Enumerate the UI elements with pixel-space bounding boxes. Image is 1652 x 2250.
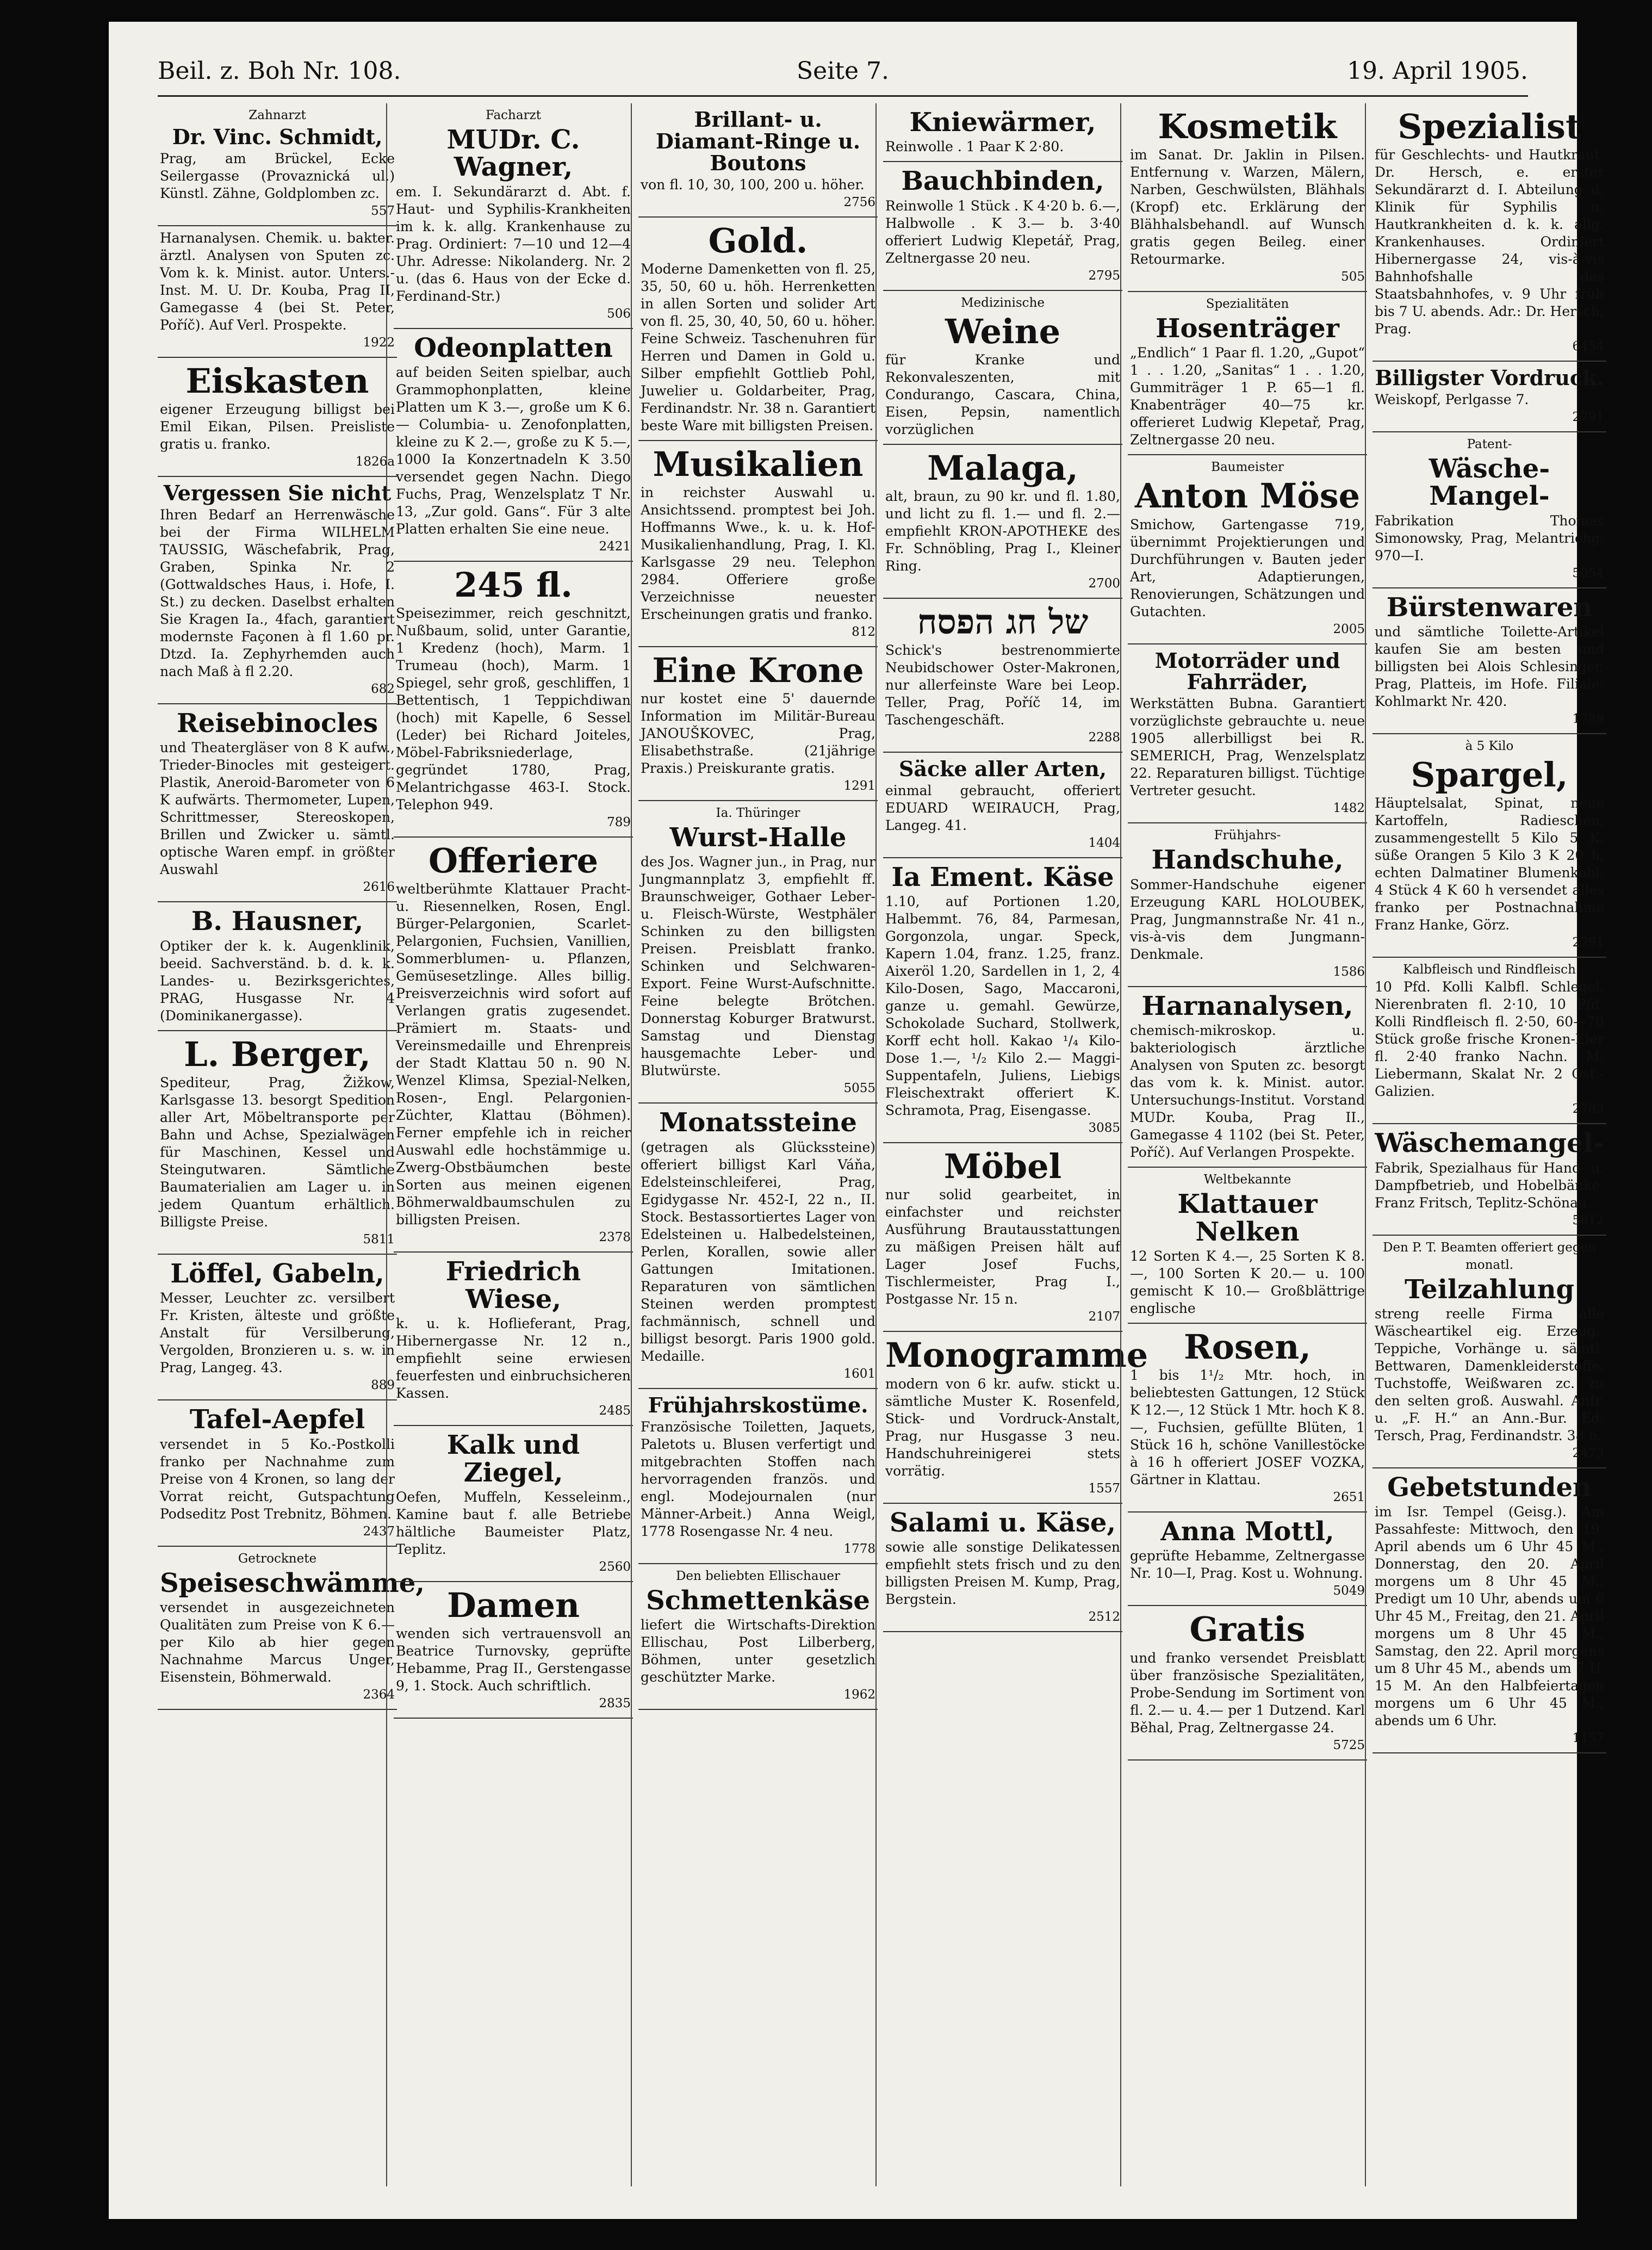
advertisement — [883, 103, 1122, 162]
column-1 — [158, 103, 425, 2186]
ad-text: Optiker der k. k. Augenklinik, beeid. Sachverständ. b. d. k. k. Landes- u. Bezirksgerichtes, PRAG, Husgasse Nr. 4 (Dominikanergasse). — [160, 938, 395, 1024]
ad-headline: Monatssteine — [659, 1107, 857, 1138]
ad-text: Prag, am Brückel, Ecke Seilergasse (Provaznická ul.) Künstl. Zähne, Goldplomben zc. — [160, 150, 395, 201]
ad-number: 5054 — [1572, 566, 1604, 580]
ad-number: 1291 — [843, 778, 875, 793]
column-5 — [1120, 103, 1367, 2186]
advertisement — [638, 1564, 878, 1710]
ad-headline: Kosmetik — [1158, 107, 1337, 146]
ad-text: versendet in ausgezeichneten Qualitäten zum Preise von K 6.— per Kilo ab hier gegen Nachnahme Marcus Unger, Eisenstein, Böhmerwald. — [160, 1599, 395, 1685]
ad-text: chemisch-mikroskop. u. bakteriologisch ärztliche Analysen von Sputen zc. besorgt das vom k. k. Minist. autor. Untersuchungs-Institut. Vorstand MUDr. Kouba, Prag II., Gamegasse 4 1102 (bei St. Peter, Poříč). Auf Verlangen Prospekte. — [1130, 1022, 1365, 1161]
ad-text: streng reelle Firma alle Wäscheartikel eig. Erzeug., Teppiche, Vorhänge u. sämtl. Bettwaren, Damenkleiderstoffe, Tuchstoffe, Weißwaren zc. zu den selten groß. Auswahl. Anfr. u. „F. H.“ an Ann.-Bur. Ed. Tersch, Prag, Ferdinandstr. 38 n. — [1375, 1306, 1604, 1444]
ad-text: Werkstätten Bubna. Garantiert vorzüglichste gebrauchte u. neue 1905 allerbilligst bei R. SEMERICH, Prag, Wenzelsplatz 22. Reparaturen billigst. Tüchtige Vertreter gesucht. — [1130, 696, 1365, 799]
ad-headline: Spezialist — [1398, 107, 1581, 146]
advertisement — [883, 162, 1122, 290]
ad-number: 789 — [607, 815, 631, 830]
ad-headline: Bauchbinden, — [901, 166, 1104, 197]
ad-headline: Vergessen Sie nicht — [163, 480, 392, 505]
advertisement — [883, 1332, 1148, 1503]
ad-headline: Säcke aller Arten, — [899, 757, 1107, 782]
ad-headline: Dr. Vinc. Schmidt, — [172, 125, 383, 149]
ad-headline: Handschuhe, — [1151, 845, 1344, 876]
ad-headline: Brillant- u. Diamant-Ringe u. Boutons — [655, 107, 861, 175]
ad-headline: Offeriere — [428, 841, 599, 881]
advertisement — [394, 562, 633, 838]
ad-headline: Damen — [446, 1585, 580, 1625]
ad-number: 1157 — [1572, 1731, 1604, 1746]
ad-headline: Eiskasten — [185, 361, 369, 401]
ad-text: Häuptelsalat, Spinat, neue Kartoffeln, Radieschen, zusammengestellt 5 Kilo 5 K, süße Orangen 5 Kilo 3 K 20 h, echten Dalmatiner Blumenkohl, 4 Stück 4 K 60 h versendet alles franko per Postnachnahme Franz Hanke, Görz. — [1375, 795, 1604, 933]
ad-headline: Speiseschwämme, — [160, 1567, 425, 1598]
ad-text: weltberühmte Klattauer Pracht- u. Riesennelken, Rosen, Engl. Bürger-Pelargonien, Scarlet-Pelargonien, Fuchsien, Vanillien, Sommerblumen- u. Pflanzen, Gemüsesetzlinge. Alles billig. Preisverzeichnis wird sofort auf Verlangen gratis zugesendet. Prämiert m. Staats- und Vereinsmedaille und Ehrenpreis der Stadt Klattau 50 n. 90 N. Wenzel Klimsa, Spezial-Nelken, Rosen-, Engl. Pelargonien-Züchter, Klattau (Böhmen). Ferner empfehle ich in reicher Auswahl edle hochstämmige u. Zwerg-Obstbäumchen beste Sorten aus meinen eigenen Böhmerwaldbaumschulen zu billigsten Preisen. — [396, 881, 631, 1228]
ad-headline: Musikalien — [653, 444, 864, 484]
ad-number: 682 — [371, 681, 395, 696]
ad-headline: Monogramme — [885, 1335, 1148, 1375]
page-number: Seite 7. — [797, 57, 889, 85]
advertisement — [158, 1547, 425, 1710]
ad-number: 2756 — [843, 195, 875, 209]
advertisement — [158, 477, 397, 704]
advertisement — [158, 358, 397, 477]
ad-text: sowie alle sonstige Delikatessen empfiehlt stets frisch und zu den billigsten Preisen M. Kump, Prag, Bergstein. — [885, 1539, 1120, 1607]
column-6 — [1365, 103, 1606, 2186]
ad-text: Harnanalysen. Chemik. u. bakter. ärztl. Analysen von Sputen zc. Vom k. k. Minist. autor. Unters.-Inst. M. U. Dr. Kouba, Prag II, Gamegasse 4 (bei St. Peter, Poříč). Auf Verl. Prospekte. — [160, 230, 395, 333]
ad-text: des Jos. Wagner jun., in Prag, nur Jungmannplatz 3, empfiehlt ff. Braunschweiger, Gothaer Leber- u. Fleisch-Würste, Westphäler Schinken zu den billigsten Preisen. Preisblatt franko. Schinken und Selchwaren-Export. Feine Wurst-Aufschnitte. Feine belegte Brötchen. Donnerstag Koburger Bratwurst. Samstag und Dienstag hausgemachte Leber- und Blutwürste. — [641, 854, 875, 1079]
ad-text: und Theatergläser von 8 K aufw., Trieder-Binocles mit gesteigert. Plastik, Aneroid-Barometer von 6 K aufwärts. Thermometer, Lupen, Schrittmesser, Stereoskopen, Brillen und Zwicker u. sämtl. optische Waren empf. in größter Auswahl — [160, 740, 395, 878]
ad-headline: Frühjahrskostüme. — [648, 1392, 868, 1417]
ad-headline: Motorräder und Fahrräder, — [1154, 648, 1340, 695]
ad-number: 505 — [1341, 270, 1365, 284]
ad-number: 2791 — [1572, 935, 1604, 950]
ad-text: Französische Toiletten, Jaquets, Paletots u. Blusen verfertigt und mitgebrachten Stoffen nach hervorragenden französ. und engl. Modejournalen (nur Männer-Arbeit.) Anna Weigl, 1778 Rosengasse Nr. 4 neu. — [641, 1418, 875, 1539]
ad-number: 1586 — [1333, 964, 1365, 979]
ad-number: 5055 — [843, 1081, 875, 1096]
ad-headline: Klattauer Nelken — [1177, 1189, 1318, 1247]
ad-number: 2364 — [363, 1687, 395, 1702]
ad-text: Oefen, Muffeln, Kesseleinm., Kamine baut f. alle Betriebe hältliche Baumeister Platz, Teplitz. — [396, 1489, 631, 1557]
ad-headline: Billigster Vordruck. — [1375, 365, 1604, 391]
ad-text: Schick's bestrenommierte Neubidschower Oster-Makronen, nur allerfeinste Ware bei Leop. Teller, Prag, Poříč 14, im Taschengeschäft. — [885, 642, 1120, 728]
ad-text: Reinwolle . 1 Paar K 2·80. — [885, 139, 1064, 155]
ad-number: 1962 — [843, 1688, 875, 1702]
advertisement — [158, 704, 397, 902]
newspaper-page — [109, 22, 1604, 2219]
ad-headline: Tafel-Aepfel — [189, 1404, 365, 1435]
ad-headline: Löffel, Gabeln, — [170, 1258, 384, 1289]
advertisement — [1372, 1468, 1606, 1753]
ad-headline: Bürstenwaren — [1386, 592, 1593, 623]
ad-text: 1 bis 1¹/₂ Mtr. hoch, in beliebtesten Gattungen, 12 Stück K 12.—, 12 Stück 1 Mtr. hoch K 8.—, Fuchsien, gefüllte Blüten, 1 Stück 16 h, schöne Vanillestöcke à 16 h offeriert JOSEF VOZKA, Gärtner in Klattau. — [1130, 1367, 1365, 1488]
ad-number: 2651 — [1333, 1490, 1365, 1505]
ad-text: für Geschlechts- und Hautkraut. Dr. Hersch, e. erster Sekundärarzt d. I. Abteilung d. Klinik für Syphilis u. Hautkrankheiten d. k. k. allg. Krankenhauses. Ordiniert Hibernergasse 24, vis-à-vis Bahnhofshalle des Staatsbahnhofes, v. 9 Uhr früh bis 7 U. abends. Adr.: Dr. Hersch, Prag. — [1375, 147, 1604, 337]
ad-number: 5725 — [1333, 1738, 1365, 1752]
ad-kicker: Medizinische — [961, 295, 1045, 310]
ad-text: für Kranke und Rekonvaleszenten, mit Condurango, Cascara, China, Eisen, Pepsin, namentlich vorzüglichen — [885, 351, 1120, 437]
ad-number: 1557 — [1088, 1481, 1120, 1496]
ad-number: 2560 — [599, 1559, 631, 1574]
ad-headline: Anna Mottl, — [1160, 1516, 1334, 1547]
ad-text: Ihren Bedarf an Herrenwäsche bei der Firma WILHELM TAUSSIG, Wäschefabrik, Prag, Graben, Spinka Nr. 2 (Gottwaldsches Haus, i. Hofe, I. St.) zu decken. Daselbst erhalten Sie Kragen Ia., 4fach, garantiert modernste Façonen à fl 1.60 pr. Dtzd. Ia. Zephyrhemden auch nach Maß à fl 2.20. — [160, 506, 395, 679]
advertisement — [1372, 103, 1606, 362]
ad-headline: Gebetstunden — [1387, 1472, 1592, 1503]
advertisement — [158, 1031, 397, 1255]
advertisement — [1128, 455, 1367, 644]
ad-number: 2437 — [363, 1524, 395, 1539]
ad-text: Reinwolle 1 Stück . K 4·20 b. 6.—, Halbwolle . K 3.— b. 3·40 offeriert Ludwig Klepetář, Prag, Zeltnergasse 20 neu. — [885, 197, 1120, 266]
advertisement — [158, 103, 397, 226]
ad-headline: Odeonplatten — [414, 332, 613, 363]
ad-headline: Wäschemangel- — [1375, 1128, 1604, 1159]
advertisement — [158, 1400, 397, 1546]
ad-headline: של חג הפסח — [917, 602, 1089, 642]
advertisement — [1128, 292, 1367, 455]
ad-text: Fabrikation Thomas Simonowsky, Prag, Melantrichg. 970—I. — [1375, 512, 1604, 563]
ad-kicker: Den P. T. Beamten offeriert gegen monatl. — [1383, 1240, 1596, 1272]
ad-headline: Teilzahlung — [1404, 1274, 1575, 1305]
ad-number: 1922 — [363, 335, 395, 350]
ad-headline: Weine — [945, 311, 1061, 351]
ad-text: Speisezimmer, reich geschnitzt, Nußbaum, solid, unter Garantie, 1 Kredenz (hoch), Marm. 1 Trumeau (hoch), Marm. 1 Spiegel, sehr groß, geschliffen, 1 Bettentisch, 1 Teppichdiwan (hoch) mit Kapelle, 6 Sessel (Leder) bei Richard Joiteles, Möbel-Fabriksniederlage, gegründet 1780, Prag, Melantrichgasse 463-I. Stock. Telephon 949. — [396, 605, 631, 813]
advertisement — [158, 1255, 397, 1400]
ad-text: auf beiden Seiten spielbar, auch Grammophonplatten, kleine Platten um K 3.—, große um K 6.— Columbia- u. Zenofonplatten, kleine zu K 2.—, große zu K 5.—, 1000 Ia Konzertnadeln K 3.50 versendet gegen Nachn. Diego Fuchs, Prag, Wenzelsplatz T Nr. 13, „Zur gold. Gans“. Für 3 alte Platten erhalten Sie eine neue. — [396, 364, 631, 537]
ad-text: und sämtliche Toilette-Artikel kaufen Sie am besten und billigsten bei Alois Schlesinger, Prag, Platteis, im Hofe. Filiale: Kohlmarkt Nr. 420. — [1375, 624, 1604, 710]
advertisement — [394, 1582, 633, 1719]
ad-text: eigener Erzeugung billigst bei Emil Eikan, Pilsen. Preisliste gratis u. franko. — [160, 401, 395, 452]
advertisement — [638, 801, 878, 1104]
ad-kicker: Kalbfleisch und Rindfleisch — [1403, 963, 1576, 977]
advertisement — [394, 103, 633, 329]
advertisement — [394, 1253, 633, 1426]
ad-text: k. u. k. Hoflieferant, Prag, Hibernergasse Nr. 12 n., empfiehlt seine erwiesen feuerfesten und einbruchsicheren Kassen. — [396, 1316, 631, 1402]
ad-text: liefert die Wirtschafts-Direktion Ellischau, Post Lilberberg, Böhmen, unter gesetzlich geschützter Marke. — [641, 1617, 875, 1685]
ad-text: „Endlich“ 1 Paar fl. 1.20, „Gupot“ 1 . . 1.20, „Sanitas“ 1 . . 1.20, Gummiträger 1 P. 65—1 fl. Knabenträger 40—75 kr. offerieret Ludwig Klepetař, Prag, Zeltnergasse 20 neu. — [1130, 345, 1365, 448]
ad-number: 2421 — [599, 540, 631, 554]
advertisement — [638, 103, 878, 218]
advertisement — [394, 1426, 633, 1582]
ad-text: 12 Sorten K 4.—, 25 Sorten K 8.—, 100 Sorten K 20.— u. 100 gemischt K 10.— Großblättrige englische — [1130, 1248, 1365, 1316]
advertisement — [1128, 1324, 1367, 1513]
ad-number: 2795 — [1088, 268, 1120, 283]
ad-text: alt, braun, zu 90 kr. und fl. 1.80, und licht zu fl. 1.— und fl. 2.— empfiehlt KRON-APOTHEKE des Fr. Schnöbling, Prag I., Kleiner Ring. — [885, 488, 1120, 574]
ad-text: (getragen als Glückssteine) offeriert billigst Karl Váňa, Edelsteinschleiferei, Prag, Egidygasse Nr. 452-I, 22 n., II. Stock. Bestassortiertes Lager von Edelsteinen u. Halbedelsteinen, Perlen, Korallen, sowie aller Gattungen Imitationen. Reparaturen von sämtlichen Steinen werden promptest fachmännisch, schnell und billigst besorgt. Paris 1900 gold. Medaille. — [641, 1139, 875, 1364]
ad-headline: Gold. — [708, 220, 808, 261]
ad-text: Messer, Leuchter zc. versilbert Fr. Kristen, älteste und größte Anstalt für Versilberung, Vergolden, Bronzieren u. s. w. in Prag, Langeg. 43. — [160, 1290, 395, 1376]
ad-headline: Eine Krone — [652, 650, 864, 690]
ad-headline: B. Hausner, — [191, 906, 364, 937]
advertisement — [1128, 644, 1367, 824]
ad-kicker: Zahnarzt — [249, 108, 306, 122]
ad-kicker: Den beliebten Ellischauer — [675, 1569, 841, 1583]
ad-text: em. I. Sekundärarzt d. Abt. f. Haut- und Syphilis-Krankheiten im k. k. allg. Krankenhause zu Prag. Ordiniert: 7—10 und 12—4 Uhr. Adresse: Nikolanderg. Nr. 2 u. (das 6. Haus von der Ecke d. Ferdinand-Str.) — [396, 183, 631, 304]
advertisement — [158, 902, 397, 1031]
ad-text: nur solid gearbeitet, in einfachster und reichster Ausführung Brautausstattungen zu mäßigen Preisen hält auf Lager Josef Fuchs, Tischlermeister, Prag I., Postgasse Nr. 15 n. — [885, 1187, 1120, 1307]
advertisement — [1128, 823, 1367, 987]
ad-kicker: Weltbekannte — [1203, 1173, 1291, 1187]
advertisement — [1128, 1168, 1367, 1324]
ad-headline: Kalk und Ziegel, — [446, 1430, 580, 1488]
ad-number: 1826a — [355, 454, 395, 469]
ad-headline: Spargel, — [1411, 755, 1568, 795]
advertisement — [394, 838, 633, 1253]
ad-number: 5812 — [1572, 1213, 1604, 1228]
ad-text: Sommer-Handschuhe eigener Erzeugung KARL HOLOUBEK, Prag, Jungmannstraße Nr. 41 n., vis-à-vis dem Jungmann-Denkmale. — [1130, 876, 1365, 962]
ad-kicker: à 5 Kilo — [1465, 739, 1514, 754]
ad-number: 5811 — [363, 1232, 395, 1247]
ad-kicker: Ia. Thüringer — [716, 805, 800, 820]
advertisement — [1128, 103, 1367, 292]
ad-text: Spediteur, Prag, Žižkow, Karlsgasse 13. besorgt Spedition aller Art, Möbeltransporte per Bahn und Achse, Spezialwägen für Maschinen, Kessel und Steingutwaren. Sämtliche Baumaterialien am Lager u. in jedem Quantum erhältlich. Billigste Preise. — [160, 1074, 395, 1230]
advertisement — [1372, 362, 1606, 432]
column-4 — [875, 103, 1148, 2186]
ad-text: Moderne Damenketten von fl. 25, 35, 50, 60 u. höh. Herrenketten in allen Sorten und solider Art von fl. 25, 30, 40, 50, 60 u. höher. Feine Schweiz. Taschenuhren für Herren und Damen in Gold u. Silber empfiehlt Gottlieb Pohl, Juwelier u. Goldarbeiter, Prag, Ferdinandstr. Nr. 38 n. Garantiert beste Ware mit billigsten Preisen. — [641, 261, 875, 433]
ad-text: versendet in 5 Ko.-Postkolli franko per Nachnahme zum Preise von 4 Kronen, so lang der Vorrat reicht, Gutspachtung Podseditz Post Trebnitz, Böhmen. — [160, 1436, 395, 1522]
ad-text: nur kostet eine 5' dauernde Information im Militär-Bureau JANOUŠKOVEC, Prag, Elisabethstraße. (21jährige Praxis.) Preiskurante gratis. — [641, 690, 875, 776]
ad-headline: Friedrich Wiese, — [445, 1256, 581, 1315]
ad-headline: Möbel — [943, 1146, 1062, 1187]
advertisement — [638, 1389, 878, 1564]
ad-number: 2473 — [1572, 1446, 1604, 1461]
ad-number: 2616 — [363, 880, 395, 895]
advertisement — [1372, 432, 1606, 588]
ad-number: 3085 — [1088, 1121, 1120, 1136]
advertisement — [1128, 1513, 1367, 1606]
ad-text: Fabrik, Spezialhaus für Hand- u. Dampfbetrieb, und Hobelbänke. Franz Fritsch, Teplitz-Schönau. — [1375, 1160, 1604, 1211]
advertisement — [1372, 958, 1606, 1124]
advertisement — [1372, 588, 1606, 734]
ad-kicker: Baumeister — [1211, 460, 1284, 475]
ad-kicker: Facharzt — [486, 108, 541, 122]
ad-number: 1778 — [843, 1541, 875, 1556]
advertisement — [638, 647, 878, 801]
ad-number: 557 — [371, 203, 395, 218]
ad-text: und franko versendet Preisblatt über französische Spezialitäten, Probe-Sendung im Sortiment von fl. 2.— u. 4.— per 1 Dutzend. Karl Běhal, Prag, Zeltnergasse 24. — [1130, 1650, 1365, 1735]
ad-number: 2791 — [1572, 410, 1604, 424]
ad-text: 10 Pfd. Kolli Kalbfl. Schlegel, Nierenbraten fl. 2·10, 10 Pfd. Kolli Rindfleisch fl. 2·50, 60—70 Stück große frische Kronen-Eier fl. 2·40 franko Nachn. M. Liebermann, Skalat Nr. 2 Ost.-Galizien. — [1375, 979, 1604, 1100]
issue-date: 19. April 1905. — [1346, 57, 1528, 85]
advertisement — [638, 1104, 878, 1389]
ad-text: geprüfte Hebamme, Zeltnergasse Nr. 10—I, Prag. Kost u. Wohnung. — [1130, 1548, 1365, 1582]
advertisement — [883, 599, 1122, 753]
ad-number: 6454 — [1572, 339, 1604, 354]
advertisement — [158, 226, 397, 358]
ad-text: von fl. 10, 30, 100, 200 u. höher. — [641, 176, 865, 193]
ad-kicker: Spezialitäten — [1206, 297, 1289, 312]
ad-text: wenden sich vertrauensvoll an Beatrice Turnovsky, geprüfte Hebamme, Prag II., Gerstengasse 9, 1. Stock. Auch schriftlich. — [396, 1626, 631, 1694]
ad-number: 1482 — [1333, 801, 1365, 816]
advertisement — [883, 858, 1122, 1143]
advertisement — [394, 329, 633, 562]
issue-number: Beil. z. Boh Nr. 108. — [158, 57, 401, 85]
ad-headline: Gratis — [1189, 1609, 1306, 1650]
ad-text: in reichster Auswahl u. Ansichtssend. promptest bei Joh. Hoffmanns Wwe., k. u. k. Hof-Musikalienhandlung, Prag, I. Kl. Karlsgasse 29 neu. Telephon 2984. Offeriere große Verzeichnisse neuester Erscheinungen gratis und franko. — [641, 484, 875, 622]
advertisement — [1372, 1236, 1606, 1468]
ad-kicker: Frühjahrs- — [1214, 828, 1281, 843]
ad-headline: Anton Möse — [1134, 476, 1361, 516]
ad-headline: Rosen, — [1184, 1327, 1311, 1367]
advertisement — [1128, 987, 1367, 1168]
advertisement — [883, 1143, 1122, 1332]
ad-number: 1601 — [843, 1366, 875, 1381]
ad-headline: Hosenträger — [1156, 313, 1339, 344]
ad-number: 2512 — [1088, 1609, 1120, 1624]
ad-number: 2107 — [1088, 1310, 1120, 1324]
ad-headline: Salami u. Käse, — [889, 1507, 1116, 1538]
page-header — [158, 52, 1528, 97]
column-3 — [631, 103, 878, 2186]
ad-number: 5049 — [1333, 1584, 1365, 1598]
ad-number: 2005 — [1333, 622, 1365, 636]
ad-headline: Reisebinocles — [177, 708, 378, 739]
ad-text: im Sanat. Dr. Jaklin in Pilsen. Entfernung v. Warzen, Mälern, Narben, Geschwülsten, Blähhals (Kropf) etc. Erklärung der Blähhalsbehandl. auf Wunsch gratis gegen Beileg. einer Retourmarke. — [1130, 147, 1365, 268]
ad-kicker: Getrocknete — [238, 1551, 317, 1566]
ad-headline: Harnanalysen, — [1141, 990, 1353, 1021]
ad-number: 2378 — [599, 1230, 631, 1245]
ad-text: 1.10, auf Portionen 1.20, Halbemmt. 76, 84, Parmesan, Gorgonzola, ungar. Speck, Kapern 1.04, franz. 1.25, franz. Aixeröl 1.20, Sardellen in 1, 2, 4 Kilo-Dosen, Sago, Maccaroni, ganze u. gemahl. Gewürze, Schokolade Suchard, Stollwerk, Korff echt holl. Kakao ¹/₄ Kilo-Dose 1.—, ¹/₂ Kilo 2.— Maggi-Suppentafeln, Juliens, Liebigs Fleischextrakt offeriert K. Schramota, Prag, Eisengasse. — [885, 894, 1120, 1119]
ad-text: modern von 6 kr. aufw. stickt u. sämtliche Muster K. Rosenfeld, Stick- und Vordruck-Anstalt, Prag, nur Husgasse 3 neu. Handschuhreinigerei stets vorrätig. — [885, 1375, 1120, 1479]
ad-number: 506 — [607, 306, 631, 321]
ad-number: 2288 — [1088, 730, 1120, 745]
ad-number: 1404 — [1088, 835, 1120, 850]
ad-number: 2485 — [599, 1404, 631, 1418]
ad-headline: Ia Ement. Käse — [891, 861, 1114, 892]
ad-number: 812 — [852, 624, 875, 639]
ad-headline: Kniewärmer, — [909, 107, 1096, 138]
ad-headline: Schmettenkäse — [646, 1585, 870, 1616]
ad-number: 1789 — [1572, 712, 1604, 727]
advertisement — [883, 753, 1122, 858]
ad-number: 889 — [371, 1378, 395, 1393]
ad-text: Smichow, Gartengasse 719, übernimmt Projektierungen und Durchführungen v. Bauten jeder Art, Adaptierungen, Renovierungen, Schätzungen und Gutachten. — [1130, 516, 1365, 619]
advertisement — [1372, 1124, 1606, 1235]
advertisement — [1128, 1606, 1367, 1760]
advertisement — [638, 441, 878, 647]
ad-headline: 245 fl. — [454, 565, 573, 605]
advertisement — [883, 291, 1122, 445]
ad-number: 2835 — [599, 1696, 631, 1711]
ad-number: 2783 — [1572, 1102, 1604, 1117]
ad-kicker: Patent- — [1467, 437, 1512, 451]
ad-headline: MUDr. C. Wagner, — [446, 125, 580, 183]
advertisement-columns — [158, 103, 1604, 2186]
advertisement — [883, 1504, 1122, 1632]
ad-headline: Malaga, — [927, 448, 1078, 488]
advertisement — [1372, 734, 1606, 958]
advertisement — [883, 445, 1122, 599]
advertisement — [638, 218, 878, 441]
ad-text: einmal gebraucht, offeriert EDUARD WEIRAUCH, Prag, Langeg. 41. — [885, 782, 1120, 833]
column-2 — [386, 103, 633, 2186]
ad-text: Weiskopf, Perlgasse 7. — [1375, 391, 1529, 407]
ad-number: 2700 — [1088, 576, 1120, 591]
ad-text: im Isr. Tempel (Geisg.). Am Passahfeste: Mittwoch, den 19. April abends um 6 Uhr 45 M., Donnerstag, den 20. April morgens um 8 Uhr 45 M., Predigt um 10 Uhr, abends um 6 Uhr 45 M., Freitag, den 21. April morgens um 8 Uhr 45 M., Samstag, den 22. April morgens um 8 Uhr 45 M., abends um 7 U. 15 M. An den Halbfeiertagen morgens um 6 Uhr 45 M., abends um 6 Uhr. — [1375, 1504, 1604, 1729]
ad-headline: Wurst-Halle — [669, 822, 847, 853]
ad-headline: Wäsche-Mangel- — [1429, 453, 1550, 512]
ad-headline: L. Berger, — [184, 1034, 371, 1074]
